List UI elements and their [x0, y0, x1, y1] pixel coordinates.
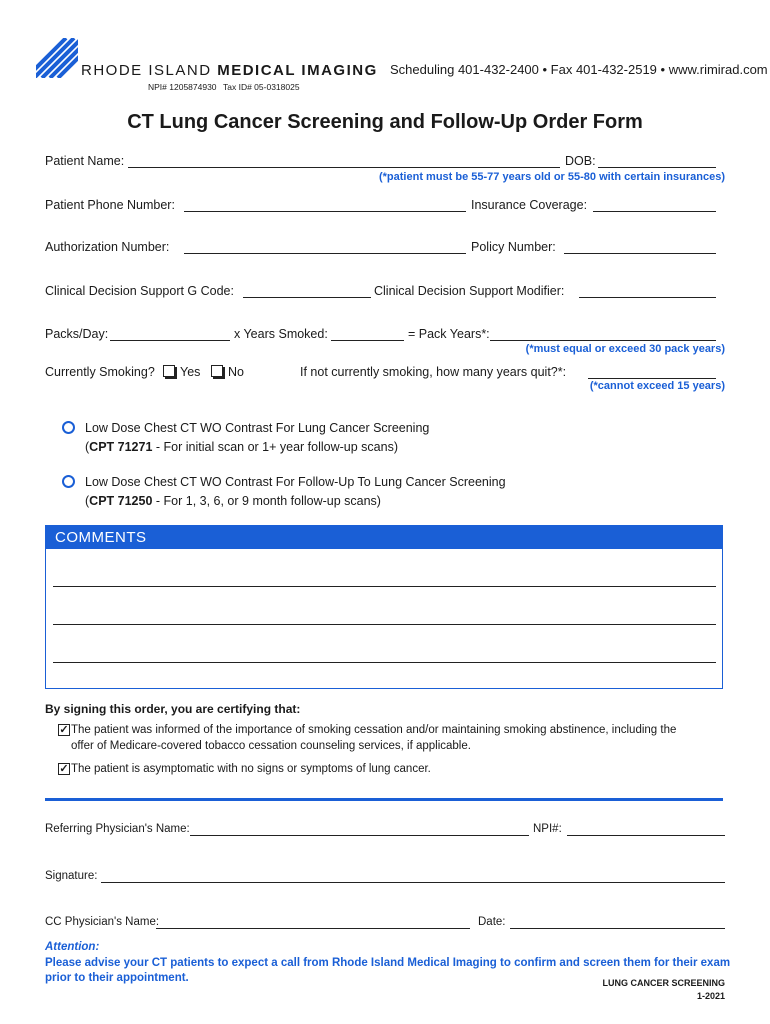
- patient-name-label: Patient Name:: [45, 154, 125, 168]
- policy-label: Policy Number:: [471, 240, 556, 254]
- comment-line-1[interactable]: [53, 586, 716, 587]
- footer-form-name: LUNG CANCER SCREENING: [602, 978, 725, 988]
- referring-physician-field[interactable]: [190, 835, 529, 836]
- patient-name-field[interactable]: [128, 167, 560, 168]
- option-screening-title: Low Dose Chest CT WO Contrast For Lung Cancer Screening: [85, 421, 430, 435]
- option-screening-radio[interactable]: [62, 421, 75, 434]
- age-note: (*patient must be 55-77 years old or 55-80 with certain insurances): [378, 171, 725, 183]
- signature-field[interactable]: [101, 882, 725, 883]
- comments-header: [46, 526, 722, 549]
- attention-line-2: prior to their appointment.: [45, 972, 189, 984]
- insurance-field[interactable]: [593, 211, 716, 212]
- years-smoked-field[interactable]: [331, 340, 404, 341]
- section-divider: [45, 798, 723, 801]
- comments-box[interactable]: [45, 525, 723, 689]
- pack-years-note: (*must equal or exceed 30 pack years): [525, 343, 725, 355]
- option-followup-radio[interactable]: [62, 475, 75, 488]
- attention-label: Attention:: [45, 941, 100, 953]
- policy-field[interactable]: [564, 253, 716, 254]
- phone-label: Patient Phone Number:: [45, 198, 175, 212]
- smoking-yes-label: Yes: [180, 365, 201, 379]
- cc-physician-label: CC Physician's Name:: [45, 916, 160, 928]
- packs-day-label: Packs/Day:: [45, 327, 109, 341]
- company-name: [81, 62, 378, 79]
- smoking-yes-checkbox[interactable]: [163, 365, 175, 377]
- years-quit-note: (*cannot exceed 15 years): [589, 380, 725, 392]
- company-name-light: RHODE ISLAND: [81, 62, 218, 79]
- years-smoked-label: x Years Smoked:: [234, 327, 328, 341]
- date-field[interactable]: [510, 928, 725, 929]
- date-label: Date:: [478, 916, 506, 928]
- currently-smoking-label: Currently Smoking?: [45, 365, 155, 379]
- page-title: CT Lung Cancer Screening and Follow-Up Order Form: [127, 111, 643, 133]
- certify-item-2: The patient is asymptomatic with no signs or symptoms of lung cancer.: [71, 763, 431, 775]
- certify-heading: By signing this order, you are certifying that:: [45, 702, 301, 716]
- insurance-label: Insurance Coverage:: [471, 198, 588, 212]
- signature-label: Signature:: [45, 870, 98, 882]
- cds-modifier-label: Clinical Decision Support Modifier:: [374, 284, 565, 298]
- footer-version: 1-2021: [696, 991, 725, 1001]
- years-quit-label: If not currently smoking, how many years quit?*:: [300, 365, 567, 379]
- authorization-label: Authorization Number:: [45, 240, 170, 254]
- packs-day-field[interactable]: [110, 340, 230, 341]
- comments-label: COMMENTS: [55, 529, 147, 546]
- npi-number: NPI# 1205874930: [148, 82, 217, 92]
- pack-years-field[interactable]: [490, 340, 716, 341]
- tax-id: Tax ID# 05-0318025: [223, 82, 300, 92]
- company-name-bold: MEDICAL IMAGING: [217, 62, 378, 79]
- smoking-no-label: No: [228, 365, 244, 379]
- option-followup-title: Low Dose Chest CT WO Contrast For Follow-Up To Lung Cancer Screening: [85, 475, 506, 489]
- logo-mark: [36, 38, 78, 78]
- attention-line-1: Please advise your CT patients to expect a call from Rhode Island Medical Imaging to confirm and screen them for their exam: [45, 957, 731, 969]
- option-screening-cpt: (CPT 71271 - For initial scan or 1+ year follow-up scans): [85, 440, 398, 454]
- npi-label: NPI#:: [533, 823, 562, 835]
- pack-years-label: = Pack Years*:: [408, 327, 490, 341]
- comment-line-3[interactable]: [53, 662, 716, 663]
- comment-line-2[interactable]: [53, 624, 716, 625]
- certify-check-1: ✓: [59, 724, 69, 736]
- option-followup-cpt: (CPT 71250 - For 1, 3, 6, or 9 month follow-up scans): [85, 494, 381, 508]
- option-followup-desc: - For 1, 3, 6, or 9 month follow-up scans): [152, 494, 381, 508]
- option-screening-desc: - For initial scan or 1+ year follow-up scans): [152, 440, 398, 454]
- certify-item-1-line-2: offer of Medicare-covered tobacco cessation counseling services, if applicable.: [71, 740, 471, 752]
- cds-modifier-field[interactable]: [579, 297, 716, 298]
- cds-code-label: Clinical Decision Support G Code:: [45, 284, 234, 298]
- option-followup-cpt-code: CPT 71250: [89, 494, 153, 508]
- option-screening-cpt-code: CPT 71271: [89, 440, 153, 454]
- certify-item-1-line-1: The patient was informed of the importance of smoking cessation and/or maintaining smoking abstinence, including the: [71, 724, 677, 736]
- authorization-field[interactable]: [184, 253, 466, 254]
- npi-field[interactable]: [567, 835, 725, 836]
- cc-physician-field[interactable]: [156, 928, 470, 929]
- dob-label: DOB:: [565, 154, 596, 168]
- certify-check-2: ✓: [59, 763, 69, 775]
- cds-code-field[interactable]: [243, 297, 371, 298]
- dob-field[interactable]: [598, 167, 716, 168]
- years-quit-field[interactable]: [588, 378, 716, 379]
- smoking-no-checkbox[interactable]: [211, 365, 223, 377]
- phone-field[interactable]: [184, 211, 466, 212]
- referring-physician-label: Referring Physician's Name:: [45, 823, 190, 835]
- contact-info: Scheduling 401-432-2400 • Fax 401-432-2519 • www.rimirad.com: [390, 62, 768, 77]
